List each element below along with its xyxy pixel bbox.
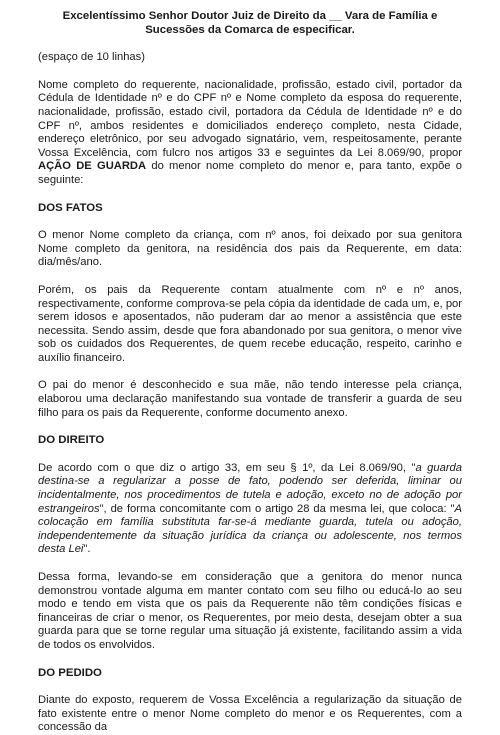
direito-text-c: ". (83, 543, 91, 556)
direito-text-a: De acordo com o que diz o artigo 33, em seu § 1º, da Lei 8.069/90, " (38, 461, 416, 474)
fatos-paragraph-3: O pai do menor é desconhecido e sua mãe, não tendo interesse pela criança, elaborou uma declaração manifestando sua vontade de transferir a guarda de seu filho para os pais da Requerente, conforme documento anexo. (38, 379, 462, 419)
pedido-paragraph-1: Diante do exposto, requerem de Vossa Excelência a regularização da situação de fato existente entre o menor Nome completo do menor e os Requerentes, com a concessão da (38, 694, 462, 734)
intro-text-2: do menor nome completo do menor e, para tanto, expõe o seguinte: (38, 160, 463, 186)
direito-paragraph-2: Dessa forma, levando-se em consideração que a genitora do menor nunca demonstrou vontade alguma em manter contato com seu filho ou educá-lo ao seu modo e tendo em vista que os pais da Requerente não têm condições físicas e financeiras de criar o menor, os Requerentes, por meio desta, desejam obter a sua guarda para que se torne regular uma situação já existente, facilitando assim a vida de todos os envolvidos. (38, 571, 462, 651)
fatos-paragraph-1: O menor Nome completo da criança, com nº anos, foi deixado por sua genitora Nome completo da genitora, na residência dos pais da Requerente, em data: dia/mês/ano. (38, 229, 462, 269)
fatos-paragraph-2: Porém, os pais da Requerente contam atualmente com nº e nº anos, respectivamente, conforme comprova-se pela cópia da identidade de cada um, e, por serem idosos e aposentados, não puderam dar ao menor a assistência que este necessita. Sendo assim, desde que fora abandonado por sua genitora, o menor vive sob os cuidados dos Requerentes, de quem recebe educação, respeito, carinho e auxílio financeiro. (38, 283, 462, 364)
section-heading-pedido: DO PEDIDO (38, 666, 102, 679)
direito-paragraph-1 (38, 462, 462, 557)
action-title: AÇÃO DE GUARDA (38, 160, 147, 173)
law-quote-2: A colocação em família substituta far-se-á mediante guarda, tutela ou adoção, independentemente da situação jurídica da criança ou adolescente, nos termos desta Lei (38, 502, 462, 556)
section-heading-fatos: DOS FATOS (38, 201, 103, 214)
spacing-note: (espaço de 10 linhas) (38, 51, 145, 64)
intro-text-1: Nome completo do requerente, nacionalidade, profissão, estado civil, portador da Cédula de Identidade nº e do CPF nº e Nome completo da esposa do requerente, nacionalidade, profissão, estado civil, portadora da Cédula de Identidade nº e do CPF nº, ambos residentes e domiciliados endereço completo, nesta Cidade, endereço eletrônico, por seu advogado signatário, vem, respeitosamente, perante Vossa Excelência, com fulcro nos artigos 33 e seguintes da Lei 8.069/90, propor (38, 78, 462, 159)
intro-paragraph (38, 79, 462, 188)
document-title: Excelentíssimo Senhor Doutor Juiz de Direito da __ Vara de Família e Sucessões da Comarca de especificar. (62, 10, 438, 36)
law-quote-1: a guarda destina-se a regularizar a posse de fato, podendo ser deferida, liminar ou incidentalmente, nos procedimentos de tutela e adoção, exceto no de adoção por estrangeiros (38, 461, 463, 515)
direito-text-b: ", de forma concomitante com o artigo 28 da mesma lei, que coloca: " (99, 502, 455, 515)
section-heading-direito: DO DIREITO (38, 434, 105, 447)
